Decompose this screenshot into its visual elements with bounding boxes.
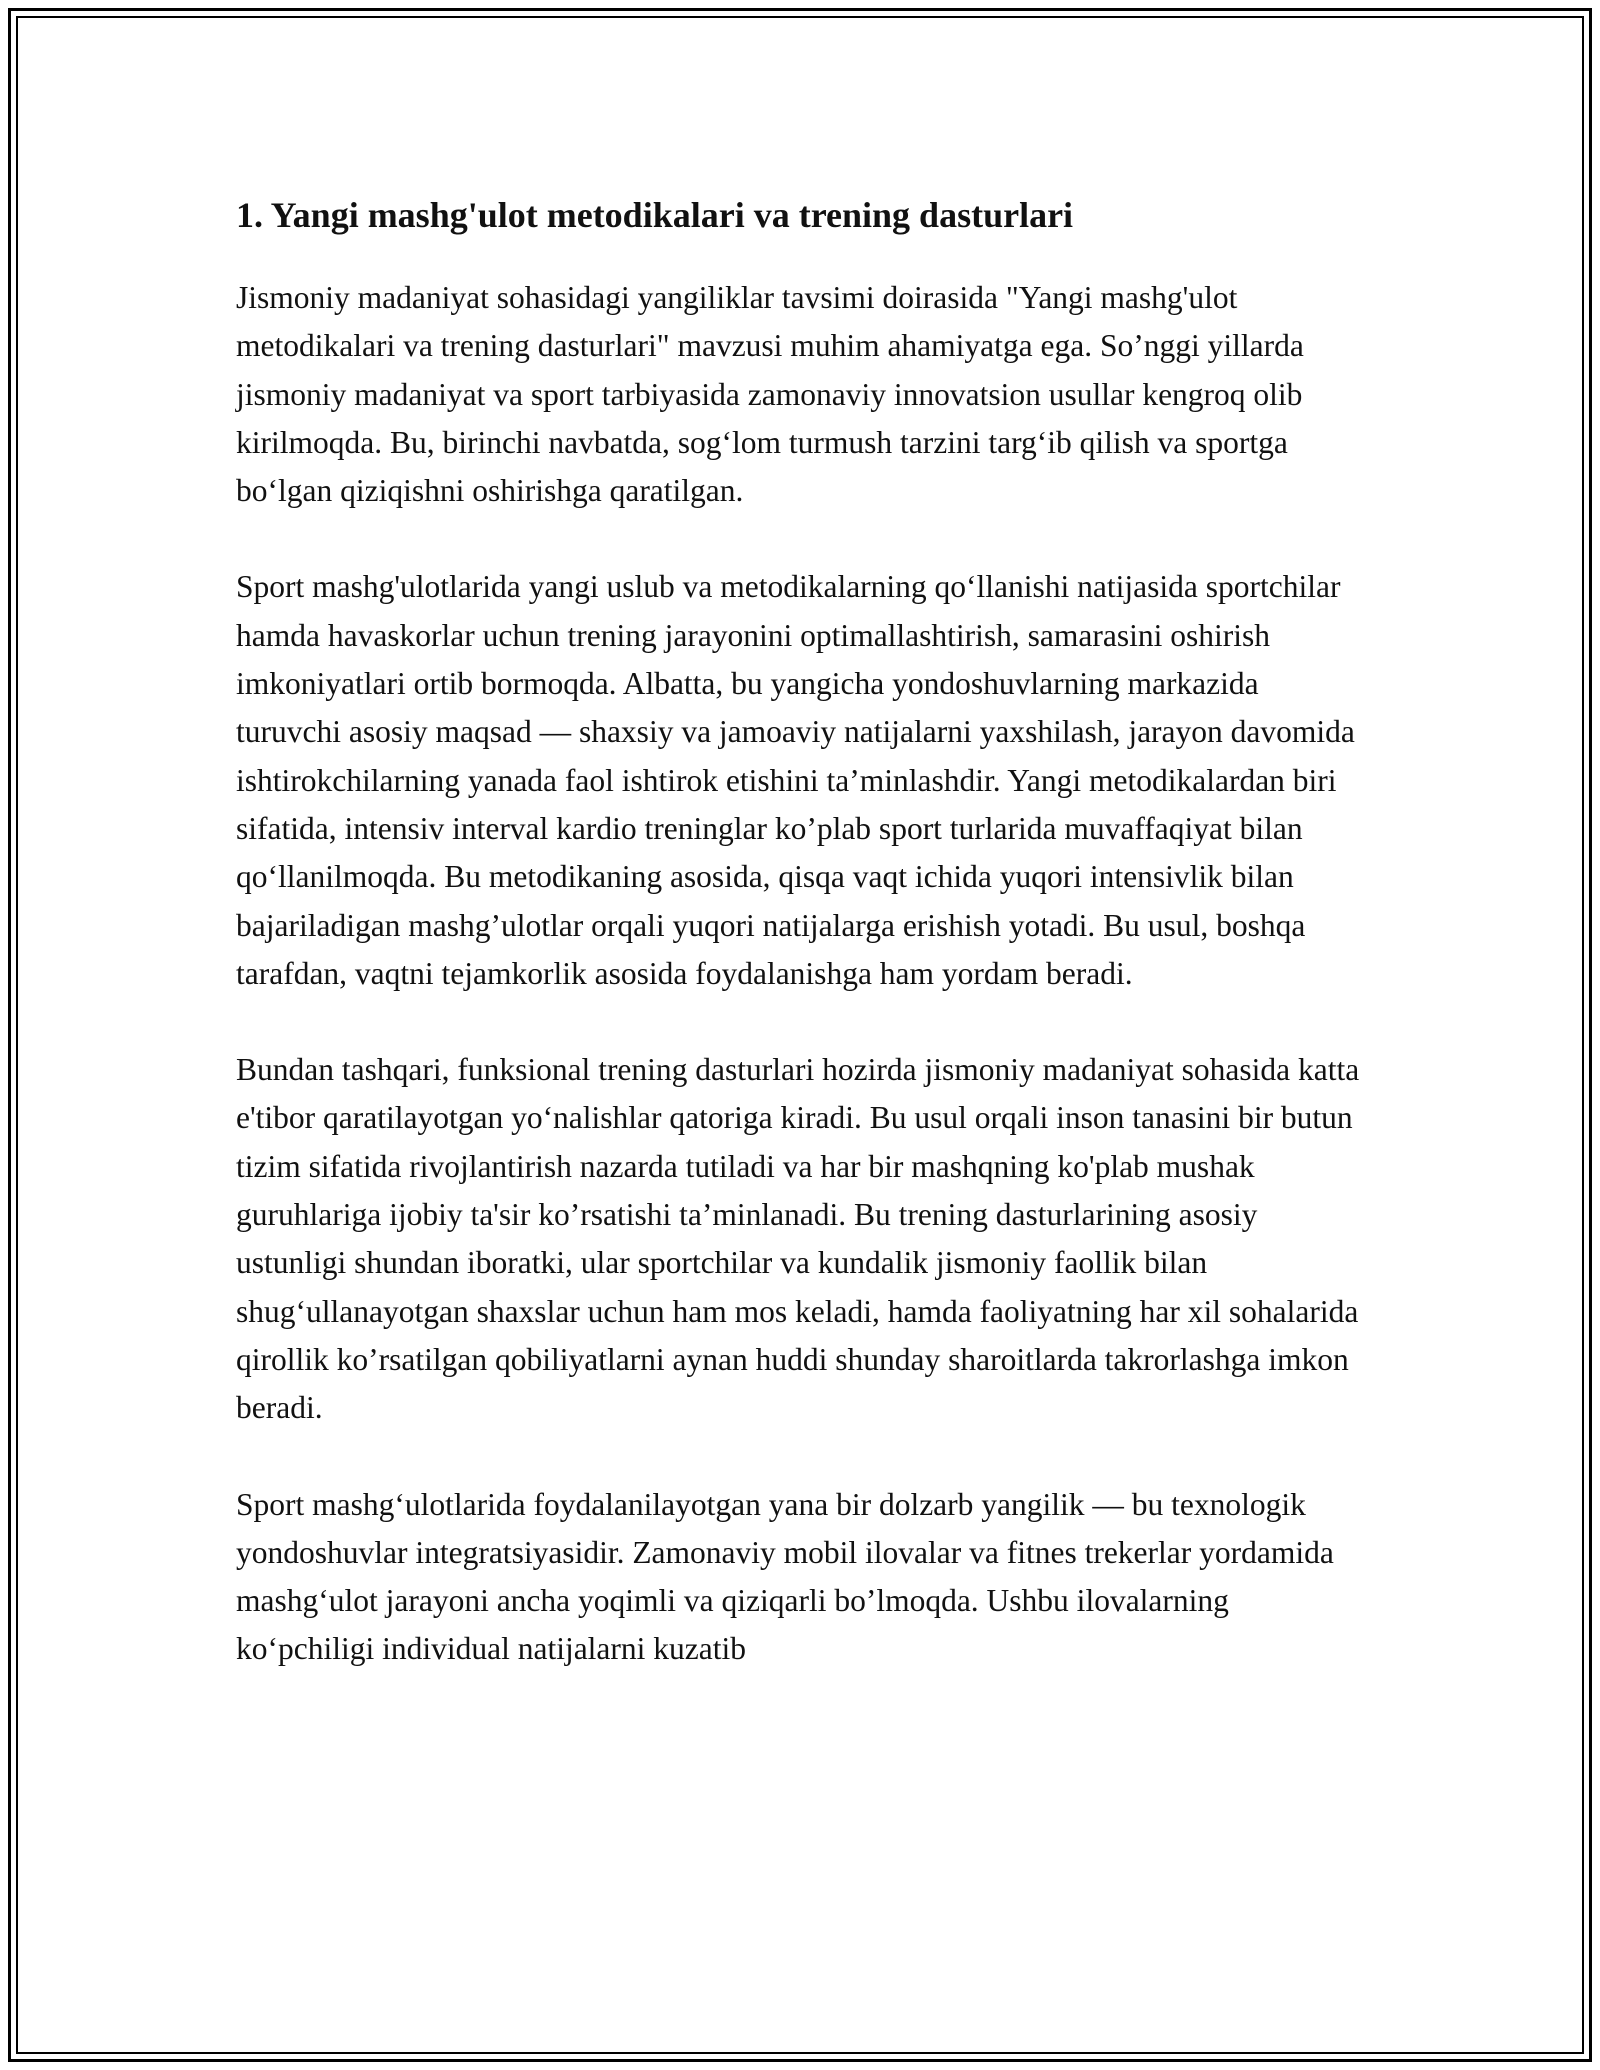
paragraph: Sport mashg‘ulotlarida foydalanilayotgan yana bir dolzarb yangilik — bu texnologik yondoshuvlar integratsiyasidir. Zamonaviy mobil ilovalar va fitnes trekerlar yordamida mashg‘ulot jarayoni ancha yoqimli va qiziqarli bo’lmoqda. Ushbu ilovalarning ko‘pchiligi individual natijalarni kuzatib [236, 1486, 1334, 1667]
document-body [236, 186, 1364, 1722]
section-heading: 1. Yangi mashg'ulot metodikalari va trening dasturlari [236, 195, 1074, 235]
paragraph: Sport mashg'ulotlarida yangi uslub va metodikalarning qo‘llanishi natijasida sportchilar hamda havaskorlar uchun trening jarayonini optimallashtirish, samarasini oshirish imkoniyatlari ortib bormoqda. Albatta, bu yangicha yondoshuvlarning markazida turuvchi asosiy maqsad — shaxsiy va jamoaviy natijalarni yaxshilash, jarayon davomida ishtirokchilarning yanada faol ishtirok etishini ta’minlashdir. Yangi metodikalardan biri sifatida, intensiv interval kardio treninglar ko’plab sport turlarida muvaffaqiyat bilan qo‘llanilmoqda. Bu metodikaning asosida, qisqa vaqt ichida yuqori intensivlik bilan bajariladigan mashg’ulotlar orqali yuqori natijalarga erishish yotadi. Bu usul, boshqa tarafdan, vaqtni tejamkorlik asosida foydalanishga ham yordam beradi. [236, 569, 1355, 991]
paragraph: Bundan tashqari, funksional trening dasturlari hozirda jismoniy madaniyat sohasida katta e'tibor qaratilayotgan yo‘nalishlar qatoriga kiradi. Bu usul orqali inson tanasini bir butun tizim sifatida rivojlantirish nazarda tutiladi va har bir mashqning ko'plab mushak guruhlariga ijobiy ta'sir ko’rsatishi ta’minlanadi. Bu trening dasturlarining asosiy ustunligi shundan iboratki, ular sportchilar va kundalik jismoniy faollik bilan shug‘ullanayotgan shaxslar uchun ham mos keladi, hamda faoliyatning har xil sohalarida qirollik ko’rsatilgan qobiliyatlarni aynan huddi shunday sharoitlarda takrorlashga imkon beradi. [236, 1052, 1360, 1426]
paragraph: Jismoniy madaniyat sohasidagi yangiliklar tavsimi doirasida "Yangi mashg'ulot metodikalari va trening dasturlari" mavzusi muhim ahamiyatga ega. So’nggi yillarda jismoniy madaniyat va sport tarbiyasida zamonaviy innovatsion usullar kengroq olib kirilmoqda. Bu, birinchi navbatda, sog‘lom turmush tarzini targ‘ib qilish va sportga bo‘lgan qiziqishni oshirishga qaratilgan. [236, 280, 1304, 509]
